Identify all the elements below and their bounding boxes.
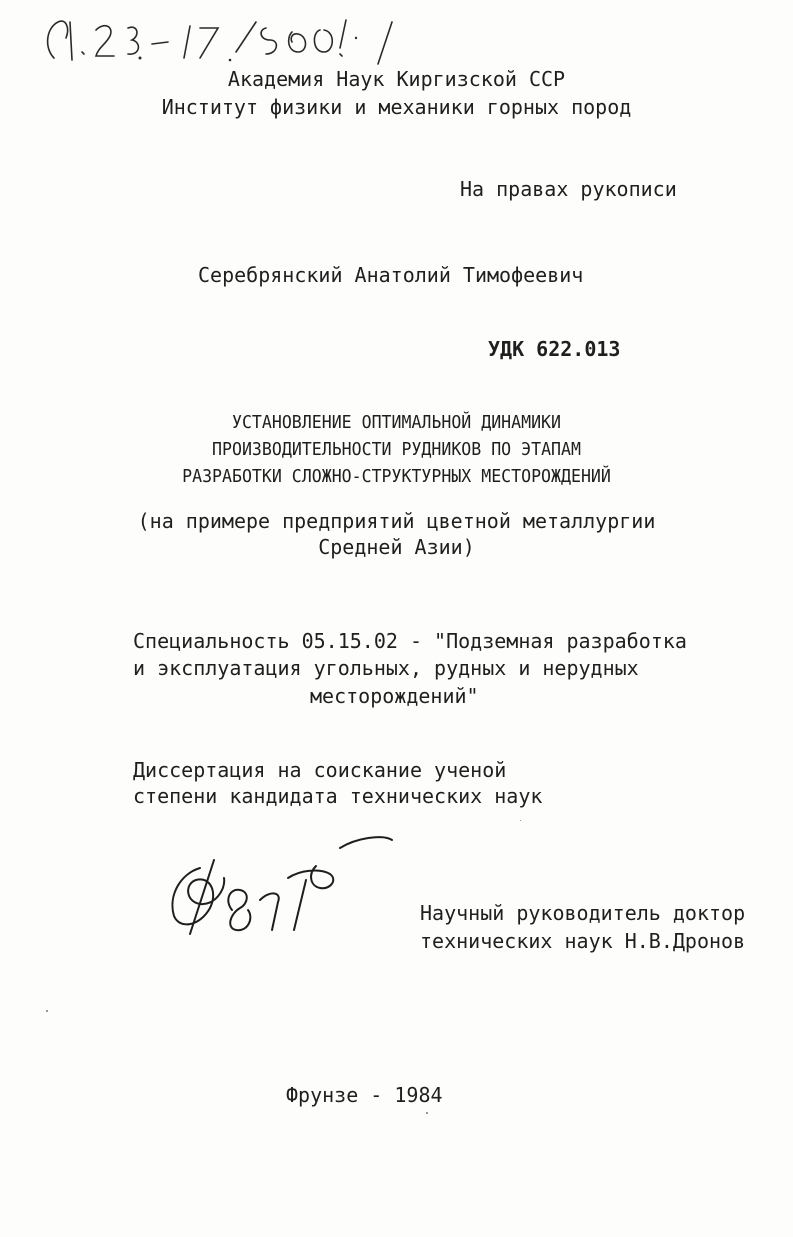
supervisor-line-2: технических наук Н.В.Дронов	[420, 929, 746, 953]
signature	[160, 830, 400, 940]
title-line-1: УСТАНОВЛЕНИЕ ОПТИМАЛЬНОЙ ДИНАМИКИ	[231, 412, 562, 433]
title-line-3: РАЗРАБОТКИ СЛОЖНО-СТРУКТУРНЫХ МЕСТОРОЖДЕНИЙ	[182, 466, 611, 487]
institute-name: Институт физики и механики горных пород	[161, 95, 632, 119]
scan-speck	[46, 1010, 48, 1012]
scan-speck	[426, 1112, 428, 1114]
manuscript-note: На правах рукописи	[460, 177, 677, 201]
dissertation-line-2: степени кандидата технических наук	[133, 784, 543, 808]
handwritten-archive-mark	[40, 8, 420, 72]
title-line-2: ПРОИЗВОДИТЕЛЬНОСТИ РУДНИКОВ ПО ЭТАПАМ	[212, 439, 581, 460]
subtitle-line-2: Средней Азии)	[318, 535, 475, 559]
academy-name: Академия Наук Киргизской ССР	[227, 67, 566, 91]
dissertation-line-1: Диссертация на соискание ученой	[133, 758, 507, 782]
scan-speck	[520, 820, 521, 821]
udk-code: УДК 622.013	[488, 337, 621, 361]
specialty-line-1: Специальность 05.15.02 - "Подземная разработка	[133, 629, 687, 653]
author-name: Серебрянский Анатолий Тимофеевич	[198, 263, 584, 287]
specialty-line-2: и эксплуатация угольных, рудных и нерудных	[133, 656, 639, 680]
specialty-line-3: месторождений"	[310, 684, 479, 708]
supervisor-line-1: Научный руководитель доктор	[420, 901, 746, 925]
subtitle-line-1: (на примере предприятий цветной металлургии	[137, 509, 656, 533]
place-and-year: Фрунзе - 1984	[286, 1083, 443, 1107]
